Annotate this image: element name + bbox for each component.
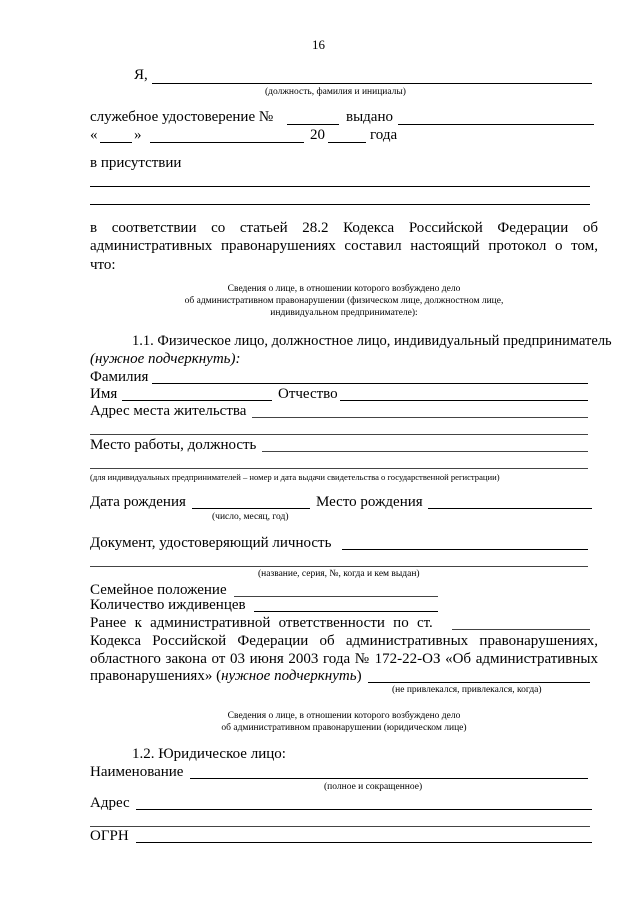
address-field-line[interactable] [252, 417, 588, 418]
previously-line-3: областного закона от 03 июня 2003 года № 172-22-ОЗ «Об административных [90, 651, 598, 667]
legal-name-field-line[interactable] [190, 778, 588, 779]
presence-line-2[interactable] [90, 204, 590, 205]
birth-date-label: Дата рождения [90, 494, 186, 510]
dependents-label: Количество иждивенцев [90, 597, 246, 613]
ogrn-field-line[interactable] [136, 842, 592, 843]
section-1-2-title: 1.2. Юридическое лицо: [132, 746, 286, 762]
legal-address-field-line[interactable] [136, 809, 592, 810]
section-1-1-note: (нужное подчеркнуть): [90, 351, 241, 367]
intro-line-2: административных правонарушениях составил настоящий протокол о том, [90, 238, 598, 254]
certificate-issued-label: выдано [346, 109, 393, 125]
previously-line-4-c: ) [356, 668, 362, 684]
ogrn-label: ОГРН [90, 828, 129, 844]
intro-line-3: что: [90, 257, 116, 273]
legal-header-line-1: Сведения о лице, в отношении которого возбуждено дело [227, 711, 461, 721]
previously-line-4 [90, 669, 362, 684]
person-header-line-3: индивидуальном предпринимателе): [270, 308, 418, 318]
date-quote-close: » [134, 127, 142, 143]
legal-header-line-2: об административном правонарушении (юридическом лице) [221, 723, 467, 733]
previously-hint: (не привлекался, привлекался, когда) [392, 685, 542, 695]
surname-label: Фамилия [90, 369, 149, 385]
date-month-line[interactable] [150, 142, 304, 143]
previously-line-4-b: нужное подчеркнуть [221, 668, 357, 684]
birth-place-field-line[interactable] [428, 508, 592, 509]
presence-line-1[interactable] [90, 186, 590, 187]
work-field-line-2[interactable] [90, 468, 588, 469]
dependents-field-line[interactable] [254, 611, 438, 612]
patronymic-field-line[interactable] [340, 400, 588, 401]
date-year-prefix: 20 [310, 127, 325, 143]
line-i-label: Я, [134, 67, 148, 83]
surname-field-line[interactable] [152, 383, 588, 384]
legal-name-hint: (полное и сокращенное) [324, 782, 423, 792]
birth-date-field-line[interactable] [192, 508, 310, 509]
legal-address-field-line-2[interactable] [90, 826, 590, 827]
entrepreneur-hint: (для индивидуальных предпринимателей – номер и дата выдачи свидетельства о государственной регистрации) [90, 472, 500, 482]
certificate-issuer-line[interactable] [398, 124, 594, 125]
previously-line-1: Ранее к административной ответственности по ст. [90, 615, 433, 631]
person-header-line-1: Сведения о лице, в отношении которого возбуждено дело [227, 284, 461, 294]
previously-line-2: Кодекса Российской Федерации об административных правонарушениях, [90, 633, 598, 649]
work-label: Место работы, должность [90, 437, 257, 453]
page-number: 16 [312, 37, 325, 52]
officer-field-line[interactable] [152, 83, 592, 84]
legal-address-label: Адрес [90, 795, 130, 811]
section-1-1-title: 1.1. Физическое лицо, должностное лицо, индивидуальный предприниматель [132, 333, 612, 349]
birth-date-hint: (число, месяц, год) [212, 512, 289, 522]
certificate-label: служебное удостоверение № [90, 109, 274, 125]
family-label: Семейное положение [90, 582, 227, 598]
officer-field-hint: (должность, фамилия и инициалы) [265, 87, 406, 97]
intro-line-1: в соответствии со статьей 28.2 Кодекса Российской Федерации об [90, 220, 598, 236]
id-document-label: Документ, удостоверяющий личность [90, 535, 332, 551]
date-day-line[interactable] [100, 142, 132, 143]
date-year-suffix: года [370, 127, 398, 143]
patronymic-label: Отчество [278, 386, 338, 402]
previously-article-line[interactable] [452, 629, 590, 630]
id-document-field-line[interactable] [342, 549, 588, 550]
legal-name-label: Наименование [90, 764, 184, 780]
birth-place-label: Место рождения [316, 494, 423, 510]
family-field-line[interactable] [234, 596, 438, 597]
name-label: Имя [90, 386, 118, 402]
previously-line-4-a: правонарушениях» ( [90, 668, 222, 684]
certificate-number-line[interactable] [287, 124, 339, 125]
presence-label: в присутствии [90, 155, 182, 171]
name-field-line[interactable] [122, 400, 272, 401]
previously-field-line[interactable] [368, 682, 590, 683]
date-quote-open: « [90, 127, 98, 143]
id-document-field-line-2[interactable] [90, 566, 588, 567]
id-document-hint: (название, серия, №, когда и кем выдан) [258, 569, 420, 579]
date-year-line[interactable] [328, 142, 366, 143]
address-field-line-2[interactable] [90, 434, 588, 435]
person-header-line-2: об административном правонарушении (физическом лице, должностном лице, [184, 296, 504, 306]
work-field-line[interactable] [262, 451, 588, 452]
address-label: Адрес места жительства [90, 403, 247, 419]
